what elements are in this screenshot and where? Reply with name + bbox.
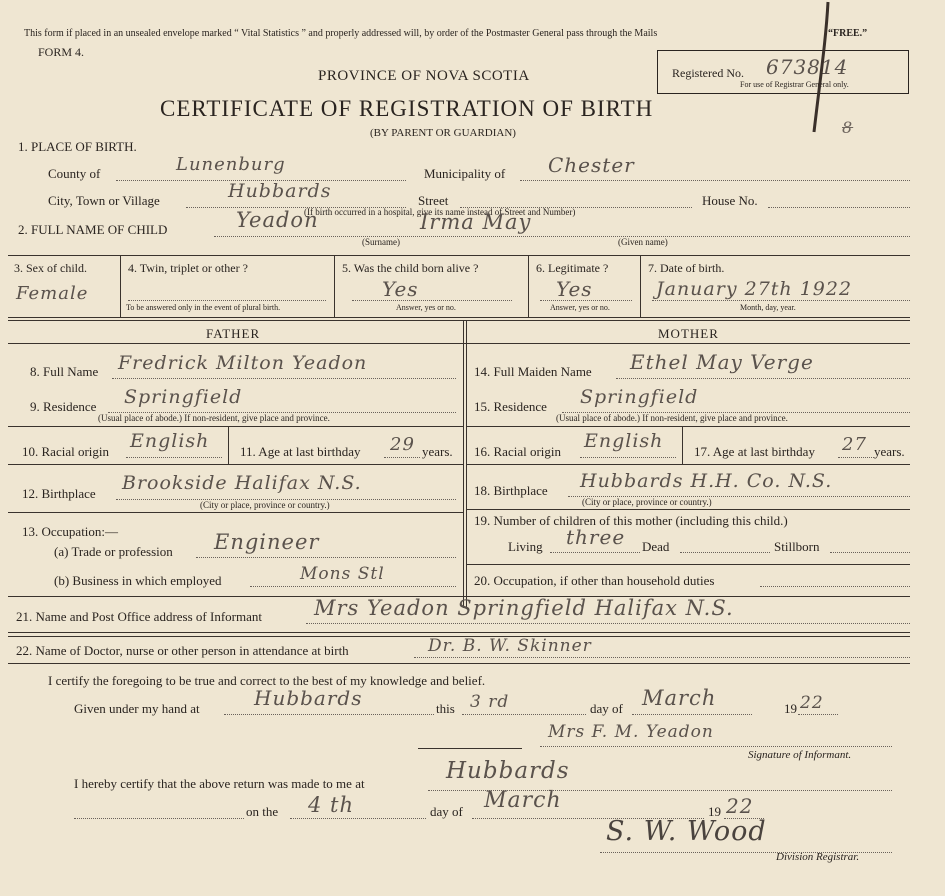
mother-years-label: years.	[874, 444, 905, 459]
trade-value: Engineer	[214, 530, 320, 554]
hospital-note: (If birth occurred in a hospital, give its name instead of Street and Number)	[304, 207, 576, 217]
registrar-blank-line	[74, 818, 244, 819]
registrar-signature: S. W. Wood	[606, 816, 767, 847]
divider	[120, 255, 121, 317]
surname-caption: (Surname)	[362, 237, 400, 247]
father-residence-label: 9. Residence	[30, 399, 97, 414]
registrar-statement: I hereby certify that the above return was made to me at	[74, 776, 365, 791]
father-racial-value: English	[130, 430, 210, 452]
registrar-use-note: For use of Registrar General only.	[740, 80, 849, 89]
business-label: (b) Business in which employed	[54, 573, 222, 588]
dob-value: January 27th 1922	[656, 278, 853, 300]
municipality-value: Chester	[548, 153, 635, 177]
alive-value: Yes	[382, 277, 419, 301]
divider	[8, 426, 463, 427]
month-line	[632, 714, 752, 715]
stillborn-label: Stillborn	[774, 539, 820, 554]
informant-line	[306, 623, 910, 624]
city-label: City, Town or Village	[48, 193, 160, 208]
month-value: March	[642, 686, 717, 710]
father-residence-note: (Usual place of abode.) If non-resident, give place and province.	[98, 413, 330, 423]
registrar-month-value: March	[484, 788, 562, 813]
divider	[8, 255, 910, 256]
divider	[8, 317, 910, 318]
divider	[466, 509, 910, 510]
place-of-birth-heading: 1. PLACE OF BIRTH.	[18, 139, 137, 154]
this-label: this	[436, 701, 455, 716]
mother-birthplace-label: 18. Birthplace	[474, 483, 548, 498]
business-value: Mons Stl	[300, 564, 385, 584]
father-name-value: Fredrick Milton Yeadon	[118, 352, 368, 374]
registered-label: Registered No.	[672, 66, 744, 80]
mother-name-value: Ethel May Verge	[630, 350, 814, 374]
legitimate-label: 6. Legitimate ?	[536, 261, 609, 275]
divider	[8, 632, 910, 633]
divider	[466, 426, 910, 427]
mother-racial-label: 16. Racial origin	[474, 444, 562, 459]
divider	[466, 564, 910, 565]
informant-signature-caption: Signature of Informant.	[748, 749, 852, 761]
divider	[466, 464, 910, 465]
divider	[418, 748, 522, 749]
registered-number: 673814	[766, 55, 849, 79]
father-years-label: years.	[422, 444, 453, 459]
mother-birthplace-value: Hubbards H.H. Co. N.S.	[580, 470, 833, 492]
informant-signature: Mrs F. M. Yeadon	[548, 722, 714, 742]
living-line	[550, 552, 640, 553]
dead-line	[680, 552, 770, 553]
dob-label: 7. Date of birth.	[648, 261, 725, 275]
mother-heading: MOTHER	[658, 326, 719, 341]
business-line	[250, 586, 456, 587]
registrar-place-value: Hubbards	[446, 758, 570, 784]
occupation-label: 13. Occupation:—	[22, 524, 119, 539]
divider	[528, 255, 529, 317]
twin-line	[128, 300, 326, 301]
divider	[8, 663, 910, 664]
house-line	[768, 207, 910, 208]
on-the-value: 4 th	[308, 793, 354, 817]
divider	[228, 426, 229, 464]
mother-occupation-line	[760, 586, 910, 587]
year-prefix: 19	[784, 701, 797, 716]
doctor-label: 22. Name of Doctor, nurse or other person in attendance at birth	[16, 643, 349, 658]
day-of-label: day of	[590, 701, 623, 716]
mother-residence-note: (Usual place of abode.) If non-resident, give place and province.	[556, 413, 788, 423]
house-label: House No.	[702, 193, 758, 208]
trade-line	[196, 557, 456, 558]
registrar-day-of-label: day of	[430, 804, 463, 819]
alive-line	[352, 300, 512, 301]
father-name-line	[112, 378, 456, 379]
father-heading: FATHER	[206, 326, 261, 341]
municipality-label: Municipality of	[424, 166, 506, 181]
this-line	[462, 714, 586, 715]
doctor-line	[414, 657, 910, 658]
dob-line	[652, 300, 910, 301]
father-name-label: 8. Full Name	[30, 364, 99, 379]
certify-statement: I certify the foregoing to be true and correct to the best of my knowledge and belief.	[48, 673, 486, 688]
column-divider	[463, 320, 464, 608]
given-place-value: Hubbards	[254, 686, 363, 710]
informant-signature-line	[540, 746, 892, 747]
children-label: 19. Number of children of this mother (including this child.)	[474, 513, 788, 528]
child-surname: Yeadon	[236, 208, 319, 232]
stillborn-line	[830, 552, 910, 553]
child-name-line	[214, 236, 910, 237]
child-name-label: 2. FULL NAME OF CHILD	[18, 222, 168, 237]
divider	[8, 343, 910, 344]
father-birthplace-label: 12. Birthplace	[22, 486, 96, 501]
legitimate-note: Answer, yes or no.	[550, 303, 610, 312]
mother-residence-label: 15. Residence	[474, 399, 547, 414]
registrar-signature-caption: Division Registrar.	[776, 851, 860, 863]
mother-residence-value: Springfield	[580, 386, 699, 408]
free-mark: “FREE.”	[828, 28, 868, 39]
father-birthplace-note: (City or place, province or country.)	[200, 500, 330, 510]
this-value: 3 rd	[470, 692, 510, 712]
year-line	[798, 714, 838, 715]
child-given-name: Irma May	[420, 210, 532, 234]
alive-label: 5. Was the child born alive ?	[342, 261, 479, 275]
city-value: Hubbards	[228, 180, 332, 202]
father-age-label: 11. Age at last birthday	[240, 444, 361, 459]
street-label: Street	[418, 193, 449, 208]
mailing-notice: This form if placed in an unsealed envelope marked “ Vital Statistics ” and properly addressed will, by order of the Postmaster General pass through the Mails	[24, 28, 658, 39]
registrar-pen-mark	[780, 0, 840, 140]
county-label: County of	[48, 166, 101, 181]
mother-age-value: 27	[842, 434, 867, 455]
father-residence-value: Springfield	[124, 386, 243, 408]
father-birthplace-value: Brookside Halifax N.S.	[122, 472, 362, 494]
twin-label: 4. Twin, triplet or other ?	[128, 261, 248, 275]
mother-racial-value: English	[584, 430, 664, 452]
living-value: three	[566, 525, 626, 549]
form-number: FORM 4.	[38, 45, 85, 59]
given-place-line	[224, 714, 434, 715]
doctor-value: Dr. B. W. Skinner	[428, 636, 592, 656]
given-name-caption: (Given name)	[618, 237, 668, 247]
divider	[8, 464, 463, 465]
trade-label: (a) Trade or profession	[54, 544, 173, 559]
divider	[334, 255, 335, 317]
on-the-line	[290, 818, 426, 819]
legitimate-value: Yes	[556, 277, 593, 301]
registrar-year-prefix: 19	[708, 804, 721, 819]
county-value: Lunenburg	[176, 154, 286, 175]
living-label: Living	[508, 539, 543, 554]
margin-mark: 8	[842, 118, 854, 137]
year-value: 22	[800, 693, 824, 713]
mother-racial-line	[580, 457, 676, 458]
divider	[8, 320, 910, 321]
dead-label: Dead	[642, 539, 670, 554]
divider	[682, 426, 683, 464]
dob-note: Month, day, year.	[740, 303, 796, 312]
mother-birthplace-note: (City or place, province or country.)	[582, 497, 712, 507]
divider	[640, 255, 641, 317]
father-racial-label: 10. Racial origin	[22, 444, 110, 459]
informant-value: Mrs Yeadon Springfield Halifax N.S.	[314, 596, 734, 620]
registrar-year-value: 22	[726, 794, 754, 818]
mother-name-line	[616, 378, 910, 379]
mother-name-label: 14. Full Maiden Name	[474, 364, 592, 379]
twin-note: To be answered only in the event of plural birth.	[126, 303, 281, 312]
father-age-line	[384, 457, 420, 458]
sex-value: Female	[16, 283, 89, 304]
informant-label: 21. Name and Post Office address of Informant	[16, 609, 262, 624]
on-the-label: on the	[246, 804, 279, 819]
page-subtitle: (BY PARENT OR GUARDIAN)	[370, 127, 516, 139]
province-heading: PROVINCE OF NOVA SCOTIA	[318, 68, 530, 84]
mother-age-line	[838, 457, 874, 458]
given-under-label: Given under my hand at	[74, 701, 200, 716]
mother-occupation-label: 20. Occupation, if other than household duties	[474, 573, 715, 588]
sex-label: 3. Sex of child.	[14, 261, 87, 275]
page-title: CERTIFICATE OF REGISTRATION OF BIRTH	[160, 96, 654, 121]
municipality-line	[520, 180, 910, 181]
father-racial-line	[126, 457, 222, 458]
alive-note: Answer, yes or no.	[396, 303, 456, 312]
divider	[8, 512, 463, 513]
mother-age-label: 17. Age at last birthday	[694, 444, 815, 459]
father-age-value: 29	[390, 434, 415, 455]
